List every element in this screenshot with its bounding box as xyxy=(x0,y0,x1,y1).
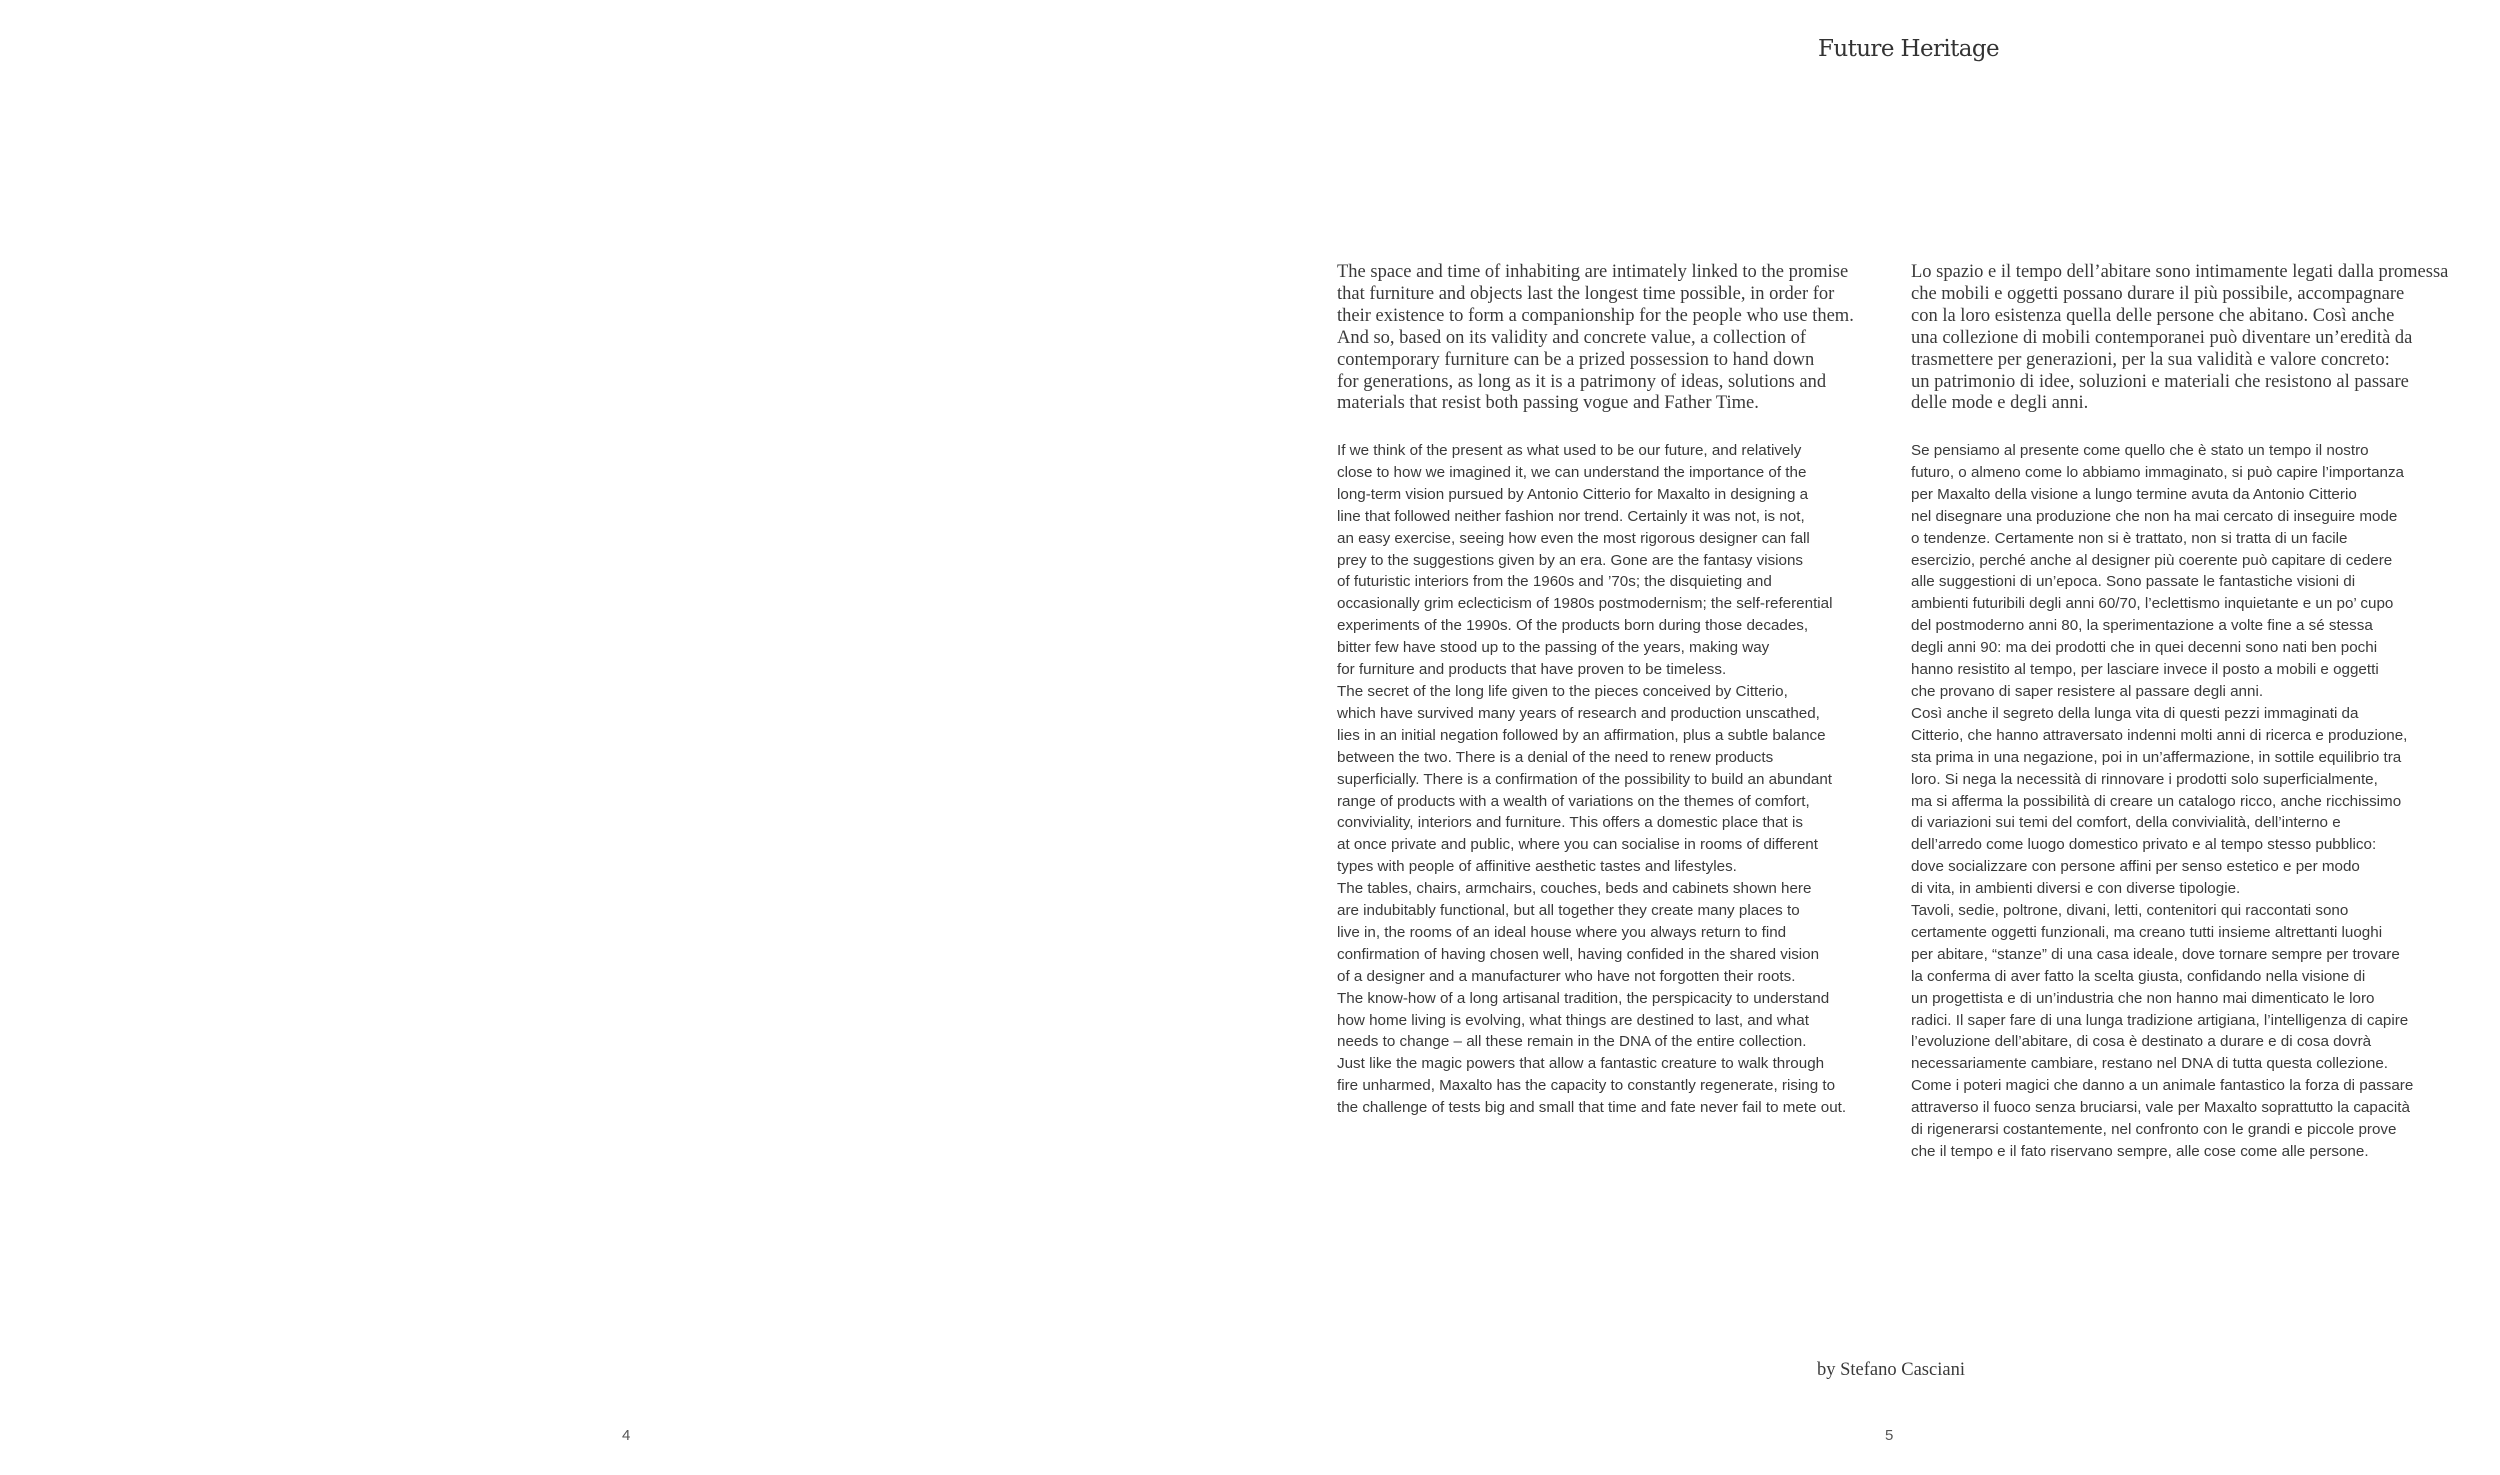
text-line: che mobili e oggetti possano durare il più possibile, accompagnare xyxy=(1911,283,2405,304)
text-line: l’evoluzione dell’abitare, di cosa è destinato a durare e di cosa dovrà xyxy=(1911,1033,2372,1051)
text-line: at once private and public, where you can socialise in rooms of different xyxy=(1337,836,1818,854)
text-line: la conferma di aver fatto la scelta giusta, confidando nella visione di xyxy=(1911,967,2366,985)
text-line: range of products with a wealth of variations on the themes of comfort, xyxy=(1337,792,1810,810)
text-line: delle mode e degli anni. xyxy=(1911,393,2089,414)
text-line: contemporary furniture can be a prized possession to hand down xyxy=(1337,349,1815,370)
text-line: long-term vision pursued by Antonio Citterio for Maxalto in designing a xyxy=(1337,485,1809,503)
page-number-left: 4 xyxy=(622,1427,631,1444)
intro-italian xyxy=(1911,262,2448,415)
text-line: how home living is evolving, what things are destined to last, and what xyxy=(1337,1011,1809,1029)
text-line: prey to the suggestions given by an era. Gone are the fantasy visions xyxy=(1337,551,1804,569)
text-line: degli anni 90: ma dei prodotti che in quei decenni sono nati ben pochi xyxy=(1911,639,2378,657)
text-line: their existence to form a companionship for the people who use them. xyxy=(1337,305,1854,326)
text-line: loro. Si nega la necessità di rinnovare i prodotti solo superficialmente, xyxy=(1911,770,2378,788)
body-english xyxy=(1337,440,1846,1119)
text-line: dell’arredo come luogo domestico privato e al tempo stesso pubblico: xyxy=(1911,836,2377,854)
page-number-right: 5 xyxy=(1885,1427,1894,1444)
text-line: che il tempo e il fato riservano sempre, alle cose come alle persone. xyxy=(1911,1143,2369,1160)
text-line: of futuristic interiors from the 1960s and ’70s; the disquieting and xyxy=(1337,573,1772,591)
text-line: conviviality, interiors and furniture. This offers a domestic place that is xyxy=(1337,814,1803,832)
text-line: fire unharmed, Maxalto has the capacity to constantly regenerate, rising to xyxy=(1337,1077,1836,1095)
text-line: un progettista e di un’industria che non hanno mai dimenticato le loro xyxy=(1911,989,2375,1007)
text-line: nel disegnare una produzione che non ha mai cercato di inseguire mode xyxy=(1911,507,2398,525)
text-line: of a designer and a manufacturer who have not forgotten their roots. xyxy=(1337,967,1796,985)
text-line: futuro, o almeno come lo abbiamo immaginato, si può capire l’importanza xyxy=(1911,463,2405,481)
text-line: are indubitably functional, but all together they create many places to xyxy=(1337,902,1800,920)
text-line: superficially. There is a confirmation of the possibility to build an abundant xyxy=(1337,770,1832,788)
text-line: di variazioni sui temi del comfort, della convivialità, dell’interno e xyxy=(1911,814,2341,832)
text-line: con la loro esistenza quella delle persone che abitano. Così anche xyxy=(1911,305,2395,326)
text-line: The know-how of a long artisanal tradition, the perspicacity to understand xyxy=(1337,989,1830,1007)
text-line: line that followed neither fashion nor trend. Certainly it was not, is not, xyxy=(1337,507,1805,525)
text-line: which have survived many years of research and production unscathed, xyxy=(1337,704,1820,722)
text-line: Come i poteri magici che danno a un animale fantastico la forza di passare xyxy=(1911,1077,2414,1095)
text-line: occasionally grim eclecticism of 1980s postmodernism; the self-referential xyxy=(1337,595,1833,613)
text-line: an easy exercise, seeing how even the most rigorous designer can fall xyxy=(1337,529,1810,547)
text-line: una collezione di mobili contemporanei può diventare un’eredità da xyxy=(1911,327,2413,348)
text-line: lies in an initial negation followed by an affirmation, plus a subtle balance xyxy=(1337,726,1826,744)
text-line: for generations, as long as it is a patrimony of ideas, solutions and xyxy=(1337,371,1827,392)
text-line: Lo spazio e il tempo dell’abitare sono intimamente legati dalla promessa xyxy=(1911,262,2449,282)
text-line: che provano di saper resistere al passare degli anni. xyxy=(1911,682,2264,700)
text-line: If we think of the present as what used to be our future, and relatively xyxy=(1337,442,1802,459)
text-line: needs to change – all these remain in the DNA of the entire collection. xyxy=(1337,1033,1807,1051)
text-line: Se pensiamo al presente come quello che è stato un tempo il nostro xyxy=(1911,442,2369,459)
text-line: sta prima in una negazione, poi in un’affermazione, in sottile equilibrio tra xyxy=(1911,748,2402,766)
text-line: del postmoderno anni 80, la sperimentazione a volte fine a sé stessa xyxy=(1911,617,2373,635)
page-title: Future Heritage xyxy=(1818,36,2000,62)
text-line: materials that resist both passing vogue and Father Time. xyxy=(1337,393,1759,414)
body-italian xyxy=(1911,440,2413,1163)
text-line: Just like the magic powers that allow a fantastic creature to walk through xyxy=(1337,1055,1825,1073)
text-line: o tendenze. Certamente non si è trattato, non si tratta di un facile xyxy=(1911,529,2348,547)
text-line: hanno resistito al tempo, per lasciare invece il posto a mobili e oggetti xyxy=(1911,661,2379,679)
text-line: ma si afferma la possibilità di creare un catalogo ricco, anche ricchissimo xyxy=(1911,792,2402,810)
text-line: certamente oggetti funzionali, ma creano tutti insieme altrettanti luoghi xyxy=(1911,923,2383,941)
text-line: The secret of the long life given to the pieces conceived by Citterio, xyxy=(1337,682,1788,700)
text-line: trasmettere per generazioni, per la sua validità e valore concreto: xyxy=(1911,349,2390,370)
text-line: types with people of affinitive aesthetic tastes and lifestyles. xyxy=(1337,858,1737,876)
text-line: esercizio, perché anche al designer più coerente può capitare di cedere xyxy=(1911,551,2393,569)
text-line: that furniture and objects last the longest time possible, in order for xyxy=(1337,283,1835,304)
text-line: between the two. There is a denial of the need to renew products xyxy=(1337,748,1774,766)
text-line: dove socializzare con persone affini per senso estetico e per modo xyxy=(1911,858,2360,876)
text-line: The tables, chairs, armchairs, couches, beds and cabinets shown here xyxy=(1337,880,1812,898)
text-line: un patrimonio di idee, soluzioni e materiali che resistono al passare xyxy=(1911,371,2409,392)
text-line: for furniture and products that have proven to be timeless. xyxy=(1337,661,1727,679)
text-line: bitter few have stood up to the passing of the years, making way xyxy=(1337,639,1770,657)
text-line: And so, based on its validity and concrete value, a collection of xyxy=(1337,327,1807,348)
author-byline: by Stefano Casciani xyxy=(1817,1360,1965,1380)
text-line: the challenge of tests big and small that time and fate never fail to mete out. xyxy=(1337,1099,1847,1117)
text-line: di vita, in ambienti diversi e con diverse tipologie. xyxy=(1911,880,2241,898)
text-line: Così anche il segreto della lunga vita di questi pezzi immaginati da xyxy=(1911,704,2359,722)
text-line: attraverso il fuoco senza bruciarsi, vale per Maxalto soprattutto la capacità xyxy=(1911,1099,2410,1117)
text-line: radici. Il saper fare di una lunga tradizione artigiana, l’intelligenza di capire xyxy=(1911,1011,2409,1029)
text-line: close to how we imagined it, we can understand the importance of the xyxy=(1337,463,1807,481)
text-line: Citterio, che hanno attraversato indenni molti anni di ricerca e produzione, xyxy=(1911,726,2408,744)
text-line: ambienti futuribili degli anni 60/70, l’eclettismo inquietante e un po’ cupo xyxy=(1911,595,2394,613)
text-line: experiments of the 1990s. Of the products born during those decades, xyxy=(1337,617,1809,635)
text-line: alle suggestioni di un’epoca. Sono passate le fantastiche visioni di xyxy=(1911,573,2356,591)
text-line: Tavoli, sedie, poltrone, divani, letti, contenitori qui raccontati sono xyxy=(1911,902,2349,920)
intro-english xyxy=(1337,262,1854,415)
text-line: di rigenerarsi costantemente, nel confronto con le grandi e piccole prove xyxy=(1911,1121,2397,1139)
text-line: per abitare, “stanze” di una casa ideale, dove tornare sempre per trovare xyxy=(1911,945,2400,963)
text-line: live in, the rooms of an ideal house where you always return to find xyxy=(1337,923,1787,941)
text-line: necessariamente cambiare, restano nel DNA di tutta questa collezione. xyxy=(1911,1055,2388,1073)
text-line: The space and time of inhabiting are intimately linked to the promise xyxy=(1337,262,1849,282)
text-line: confirmation of having chosen well, having confided in the shared vision xyxy=(1337,945,1820,963)
text-line: per Maxalto della visione a lungo termine avuta da Antonio Citterio xyxy=(1911,485,2357,503)
